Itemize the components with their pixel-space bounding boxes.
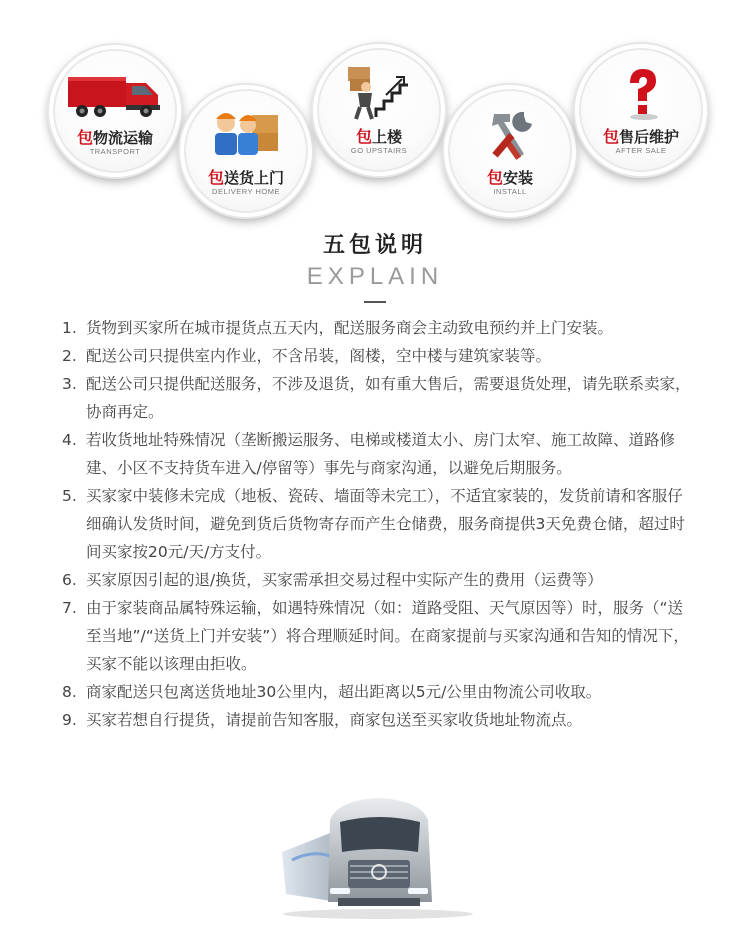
service-prefix: 包 bbox=[355, 127, 372, 146]
service-label: 送货上门 bbox=[224, 169, 285, 187]
service-label: 售后维护 bbox=[619, 128, 680, 146]
service-transport bbox=[49, 45, 181, 177]
service-delivery-home bbox=[180, 85, 312, 217]
item-number: 2. bbox=[62, 347, 77, 365]
list-item bbox=[62, 482, 694, 566]
service-circles bbox=[0, 0, 750, 215]
service-sub: INSTALL bbox=[493, 187, 527, 196]
list-item bbox=[62, 678, 694, 706]
item-number: 8. bbox=[62, 683, 77, 701]
explain-heading bbox=[0, 228, 750, 303]
item-text: 货物到买家所在城市提货点五天内，配送服务商会主动致电预约并上门安装。 bbox=[86, 319, 614, 337]
section-title: 五包说明 bbox=[322, 233, 427, 258]
red-truck-icon bbox=[49, 65, 181, 123]
item-text: 若收货地址特殊情况（垄断搬运服务、电梯或楼道太小、房门太窄、施工故障、道路修建、小区不支持货车进入/停留等）事先与商家沟通，以避免后期服务。 bbox=[86, 431, 676, 477]
service-prefix: 包 bbox=[602, 127, 619, 146]
item-number: 4. bbox=[62, 431, 77, 449]
item-number: 7. bbox=[62, 599, 77, 617]
question-mark-icon bbox=[575, 64, 707, 122]
service-prefix: 包 bbox=[486, 168, 503, 187]
hammer-wrench-icon bbox=[444, 105, 576, 163]
list-item bbox=[62, 566, 694, 594]
section-subtitle: EXPLAIN bbox=[306, 263, 444, 290]
service-after-sale bbox=[575, 44, 707, 176]
service-go-upstairs bbox=[313, 44, 445, 176]
item-text: 由于家装商品属特殊运输，如遇特殊情况（如：道路受阻、天气原因等）时，服务（“送至当地”/“送货上门并安装”）将合理顺延时间。在商家提前与买家沟通和告知的情况下，买家不能以该理由拒收。 bbox=[86, 599, 689, 673]
list-item bbox=[62, 594, 694, 678]
list-item bbox=[62, 426, 694, 482]
item-text: 买家若想自行提货，请提前告知客服，商家包送至买家收货地址物流点。 bbox=[86, 711, 583, 729]
service-sub: GO UPSTAIRS bbox=[350, 146, 408, 155]
service-prefix: 包 bbox=[207, 168, 224, 187]
item-text: 买家原因引起的退/换货，买家需承担交易过程中实际产生的费用（运费等） bbox=[86, 571, 603, 589]
item-number: 6. bbox=[62, 571, 77, 589]
item-number: 1. bbox=[62, 319, 77, 337]
service-sub: DELIVERY HOME bbox=[212, 187, 280, 196]
item-text: 配送公司只提供配送服务，不涉及退货，如有重大售后，需要退货处理，请先联系卖家，协商再定。 bbox=[86, 375, 691, 421]
item-number: 3. bbox=[62, 375, 77, 393]
list-item bbox=[62, 314, 694, 342]
explain-notes bbox=[62, 314, 694, 734]
service-label: 安装 bbox=[503, 169, 534, 187]
silver-truck-icon bbox=[278, 790, 478, 920]
service-prefix: 包 bbox=[76, 128, 93, 147]
list-item bbox=[62, 342, 694, 370]
service-sub: AFTER SALE bbox=[615, 146, 667, 155]
item-number: 9. bbox=[62, 711, 77, 729]
item-text: 商家配送只包离送货地址30公里内，超出距离以5元/公里由物流公司收取。 bbox=[86, 683, 602, 701]
service-label: 上楼 bbox=[372, 128, 403, 146]
service-label: 物流运输 bbox=[93, 129, 154, 147]
item-number: 5. bbox=[62, 487, 77, 505]
item-text: 买家家中装修未完成（地板、瓷砖、墙面等未完工），不适宜家装的，发货前请和客服仔细确认发货时间，避免到货后货物寄存而产生仓储费，服务商提供3天免费仓储，超过时间买家按20元/天/方支付。 bbox=[86, 487, 685, 561]
divider bbox=[364, 301, 386, 303]
carrying-upstairs-icon bbox=[313, 64, 445, 122]
delivery-workers-icon bbox=[180, 105, 312, 163]
service-install bbox=[444, 85, 576, 217]
list-item bbox=[62, 706, 694, 734]
service-sub: TRANSPORT bbox=[89, 147, 141, 156]
list-item bbox=[62, 370, 694, 426]
item-text: 配送公司只提供室内作业，不含吊装，阁楼，空中楼与建筑家装等。 bbox=[86, 347, 552, 365]
